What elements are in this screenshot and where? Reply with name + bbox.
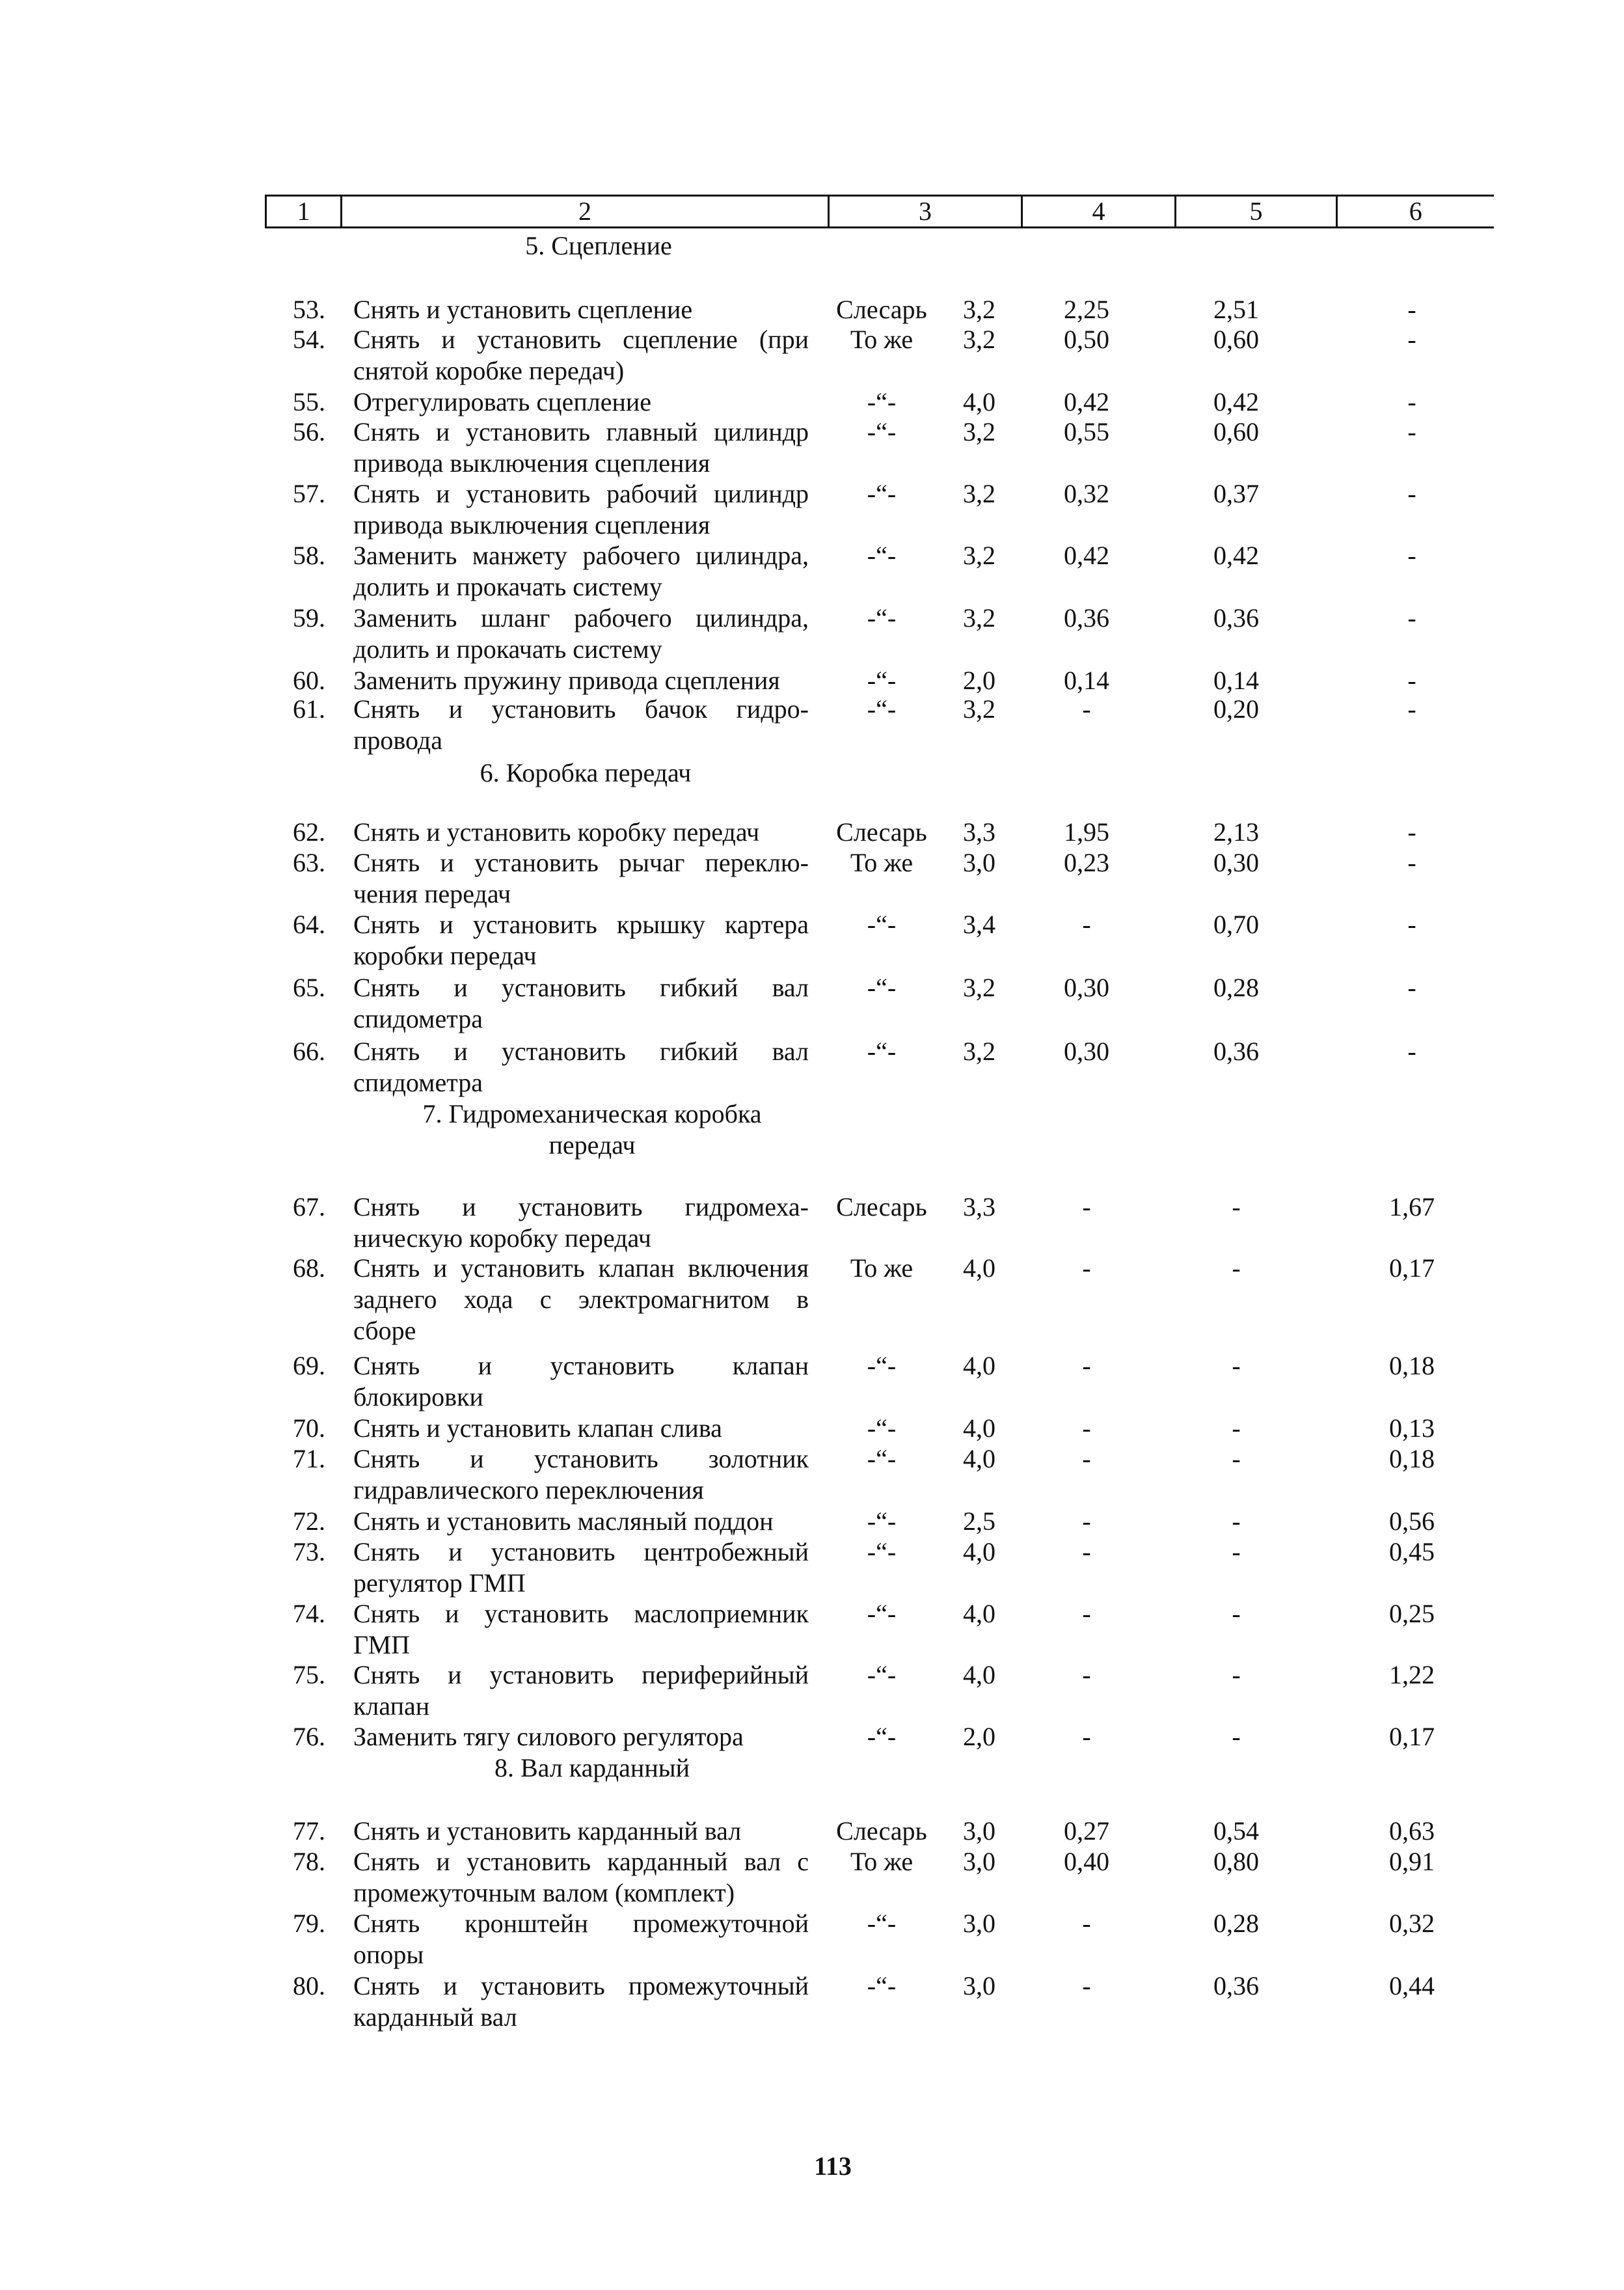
- value-column-5: 0,37: [1213, 479, 1259, 508]
- row-number: 60.: [293, 666, 325, 695]
- table-row: [0, 1970, 1624, 2033]
- value-column-4: 0,40: [1064, 1847, 1109, 1876]
- operation-name-line: Снять и установить периферийный: [353, 1660, 809, 1689]
- section-title-continuation: передач: [548, 1130, 636, 1160]
- worker-profession: -“-: [867, 1351, 897, 1380]
- operation-name-line: Снять и установить сцепление: [353, 295, 693, 324]
- row-number: 80.: [293, 1971, 325, 2000]
- worker-profession: -“-: [867, 387, 897, 416]
- table-row: [0, 387, 1624, 418]
- value-column-6: -: [1407, 387, 1416, 416]
- value-column-5: 0,60: [1213, 325, 1259, 354]
- worker-profession: -“-: [867, 1909, 897, 1938]
- value-column-5: -: [1232, 1537, 1241, 1566]
- operation-name-line: Снять и установить клапан: [353, 1351, 809, 1380]
- operation-name-line: промежуточным валом (комплект): [353, 1878, 735, 1907]
- value-column-4: -: [1082, 1506, 1091, 1536]
- worker-grade: 4,0: [963, 1444, 995, 1473]
- worker-grade: 3,2: [963, 603, 995, 633]
- value-column-4: -: [1082, 1413, 1091, 1443]
- operation-name: [353, 324, 809, 387]
- table-row: [0, 847, 1624, 910]
- value-column-6: -: [1407, 417, 1416, 446]
- worker-profession: -“-: [867, 1660, 897, 1689]
- worker-grade: 3,3: [963, 1192, 995, 1221]
- worker-grade: 3,2: [963, 325, 995, 354]
- worker-grade: 3,0: [963, 1816, 995, 1846]
- value-column-6: 0,91: [1389, 1847, 1435, 1876]
- operation-name-line: Снять и установить клапан слива: [353, 1413, 722, 1443]
- operation-name: [353, 1721, 809, 1752]
- row-number: 73.: [293, 1537, 325, 1566]
- value-column-6: -: [1407, 479, 1416, 508]
- operation-name: [353, 1908, 809, 1970]
- value-column-5: 0,80: [1213, 1847, 1259, 1876]
- section-title: 6. Коробка передач: [480, 758, 692, 787]
- table-row: [0, 817, 1624, 848]
- value-column-5: -: [1232, 1722, 1241, 1751]
- operation-name: [353, 1970, 809, 2033]
- row-number: 69.: [293, 1351, 325, 1380]
- operation-name-line: Снять и установить карданный вал: [353, 1816, 742, 1846]
- value-column-5: 0,42: [1213, 387, 1259, 416]
- worker-profession: -“-: [867, 666, 897, 695]
- table-row: [0, 294, 1624, 325]
- worker-grade: 4,0: [963, 1537, 995, 1566]
- worker-profession: -“-: [867, 1444, 897, 1473]
- value-column-5: -: [1232, 1599, 1241, 1628]
- column-header-5: 5: [1176, 196, 1337, 228]
- operation-name-line: чения передач: [353, 879, 511, 908]
- value-column-4: -: [1082, 1599, 1091, 1628]
- value-column-5: -: [1232, 1253, 1241, 1283]
- value-column-5: 0,70: [1213, 910, 1259, 939]
- operation-name: [353, 909, 809, 972]
- operation-name: [353, 1598, 809, 1661]
- worker-profession: То же: [850, 1253, 914, 1283]
- operation-name-line: Снять и установить центробежный: [353, 1537, 809, 1566]
- worker-profession: -“-: [867, 1722, 897, 1751]
- value-column-4: 0,27: [1064, 1816, 1109, 1846]
- value-column-4: -: [1082, 1909, 1091, 1938]
- operation-name: [353, 540, 809, 603]
- operation-name: [353, 387, 809, 418]
- worker-profession: -“-: [867, 694, 897, 724]
- value-column-5: -: [1232, 1413, 1241, 1443]
- value-column-6: 0,25: [1389, 1599, 1435, 1628]
- worker-grade: 3,4: [963, 910, 995, 939]
- value-column-6: -: [1407, 1037, 1416, 1066]
- row-number: 59.: [293, 603, 325, 633]
- value-column-4: -: [1082, 1253, 1091, 1283]
- worker-grade: 2,0: [963, 1722, 995, 1751]
- table-row: [0, 1350, 1624, 1413]
- column-header-3: 3: [829, 196, 1022, 228]
- operation-name-line: Снять и установить коробку передач: [353, 817, 760, 847]
- operation-name-line: долить и прокачать систему: [353, 572, 662, 601]
- column-header-6: 6: [1337, 196, 1494, 228]
- operation-name-line: провода: [353, 726, 442, 755]
- row-number: 66.: [293, 1037, 325, 1066]
- operation-name-line: Заменить шланг рабочего цилиндра,: [353, 603, 809, 633]
- operation-name-line: клапан: [353, 1691, 430, 1721]
- operation-name-line: Снять и установить гидромеха-: [353, 1192, 809, 1221]
- table-row: [0, 416, 1624, 479]
- value-column-6: -: [1407, 973, 1416, 1002]
- operation-name-line: Заменить тягу силового регулятора: [353, 1722, 744, 1751]
- value-column-5: -: [1232, 1192, 1241, 1221]
- worker-profession: То же: [850, 1847, 914, 1876]
- column-header-4: 4: [1022, 196, 1176, 228]
- row-number: 77.: [293, 1816, 325, 1846]
- operation-name-line: Заменить пружину привода сцепления: [353, 666, 780, 695]
- column-header-2: 2: [342, 196, 829, 228]
- worker-profession: -“-: [867, 1599, 897, 1628]
- worker-grade: 3,2: [963, 1037, 995, 1066]
- table-row: [0, 1598, 1624, 1661]
- operation-name-line: заднего хода с электромагнитом в: [353, 1285, 809, 1314]
- value-column-4: 0,30: [1064, 973, 1109, 1002]
- row-number: 61.: [293, 694, 325, 724]
- worker-grade: 3,2: [963, 694, 995, 724]
- value-column-6: 0,45: [1389, 1537, 1435, 1566]
- value-column-4: -: [1082, 1971, 1091, 2000]
- operation-name-line: опоры: [353, 1940, 424, 1969]
- operation-name-line: Заменить манжету рабочего цилиндра,: [353, 541, 809, 570]
- value-column-4: 0,42: [1064, 387, 1109, 416]
- value-column-6: 0,63: [1389, 1816, 1435, 1846]
- row-number: 76.: [293, 1722, 325, 1751]
- row-number: 68.: [293, 1253, 325, 1283]
- value-column-6: 0,44: [1389, 1971, 1435, 2000]
- value-column-5: 0,28: [1213, 1909, 1259, 1938]
- operation-name-line: ГМП: [353, 1630, 411, 1659]
- value-column-4: -: [1082, 910, 1091, 939]
- worker-grade: 2,0: [963, 666, 995, 695]
- operation-name-line: Снять и установить сцепление (при: [353, 325, 809, 354]
- value-column-6: 0,32: [1389, 1909, 1435, 1938]
- table-row: [0, 1908, 1624, 1970]
- value-column-4: -: [1082, 1444, 1091, 1473]
- value-column-4: -: [1082, 1192, 1091, 1221]
- worker-profession: -“-: [867, 1413, 897, 1443]
- row-number: 54.: [293, 325, 325, 354]
- operation-name-line: Снять и установить маслоприемник: [353, 1599, 809, 1628]
- operation-name-line: привода выключения сцепления: [353, 510, 710, 539]
- operation-name: [353, 603, 809, 665]
- table-row: [0, 665, 1624, 696]
- value-column-6: -: [1407, 848, 1416, 877]
- operation-name-line: коробки передач: [353, 941, 537, 970]
- value-column-5: 0,36: [1213, 1037, 1259, 1066]
- value-column-4: -: [1082, 1722, 1091, 1751]
- value-column-4: 2,25: [1064, 295, 1109, 324]
- value-column-5: -: [1232, 1660, 1241, 1689]
- worker-grade: 3,2: [963, 479, 995, 508]
- operation-name: [353, 1846, 809, 1909]
- value-column-5: 0,42: [1213, 541, 1259, 570]
- operation-name-line: Снять и установить гибкий вал: [353, 1037, 809, 1066]
- value-column-5: 0,20: [1213, 694, 1259, 724]
- operation-name: [353, 847, 809, 910]
- worker-grade: 4,0: [963, 1413, 995, 1443]
- value-column-6: 0,13: [1389, 1413, 1435, 1443]
- operation-name-line: Снять и установить крышку картера: [353, 910, 809, 939]
- value-column-5: -: [1232, 1444, 1241, 1473]
- value-column-4: -: [1082, 694, 1091, 724]
- section-title: 8. Вал карданный: [494, 1753, 690, 1782]
- operation-name-line: Снять кронштейн промежуточной: [353, 1909, 809, 1938]
- worker-profession: -“-: [867, 1506, 897, 1536]
- table-row: [0, 478, 1624, 541]
- table-row: [0, 1036, 1624, 1098]
- operation-name: [353, 1350, 809, 1413]
- table-row: [0, 1536, 1624, 1599]
- operation-name: [353, 416, 809, 479]
- operation-name-line: Отрегулировать сцепление: [353, 387, 652, 416]
- value-column-4: -: [1082, 1660, 1091, 1689]
- value-column-6: 0,18: [1389, 1444, 1435, 1473]
- operation-name-line: долить и прокачать систему: [353, 634, 662, 664]
- table-row: [0, 1253, 1624, 1346]
- value-column-5: 2,51: [1213, 295, 1259, 324]
- row-number: 75.: [293, 1660, 325, 1689]
- operation-name: [353, 972, 809, 1035]
- operation-name: [353, 694, 809, 756]
- operation-name-line: Снять и установить бачок гидро-: [353, 694, 809, 724]
- table-row: [0, 603, 1624, 665]
- row-number: 63.: [293, 848, 325, 877]
- value-column-6: 0,56: [1389, 1506, 1435, 1536]
- operation-name: [353, 665, 809, 696]
- worker-grade: 4,0: [963, 1660, 995, 1689]
- row-number: 65.: [293, 973, 325, 1002]
- row-number: 56.: [293, 417, 325, 446]
- worker-profession: -“-: [867, 910, 897, 939]
- worker-grade: 3,2: [963, 295, 995, 324]
- value-column-4: 0,23: [1064, 848, 1109, 877]
- value-column-6: -: [1407, 666, 1416, 695]
- worker-profession: -“-: [867, 1537, 897, 1566]
- value-column-5: 2,13: [1213, 817, 1259, 847]
- operation-name-line: Снять и установить золотник: [353, 1444, 809, 1473]
- table-row: [0, 1192, 1624, 1254]
- row-number: 64.: [293, 910, 325, 939]
- value-column-4: 0,36: [1064, 603, 1109, 633]
- value-column-6: 1,67: [1389, 1192, 1435, 1221]
- operation-name-line: Снять и установить главный цилиндр: [353, 417, 809, 446]
- value-column-6: 0,17: [1389, 1253, 1435, 1283]
- table-row: [0, 909, 1624, 972]
- value-column-5: 0,30: [1213, 848, 1259, 877]
- value-column-5: 0,54: [1213, 1816, 1259, 1846]
- worker-grade: 4,0: [963, 1253, 995, 1283]
- value-column-5: 0,60: [1213, 417, 1259, 446]
- worker-grade: 3,2: [963, 417, 995, 446]
- value-column-5: 0,36: [1213, 603, 1259, 633]
- worker-profession: -“-: [867, 603, 897, 633]
- value-column-4: 0,50: [1064, 325, 1109, 354]
- operation-name-line: Снять и установить рычаг переклю-: [353, 848, 809, 877]
- row-number: 71.: [293, 1444, 325, 1473]
- row-number: 78.: [293, 1847, 325, 1876]
- operation-name: [353, 1443, 809, 1506]
- operation-name-line: гидравлического переключения: [353, 1475, 704, 1505]
- worker-grade: 3,3: [963, 817, 995, 847]
- operation-name: [353, 817, 809, 848]
- operation-name: [353, 294, 809, 325]
- column-header-table: [265, 195, 1494, 228]
- operation-name-line: спидометра: [353, 1068, 483, 1097]
- worker-grade: 2,5: [963, 1506, 995, 1536]
- operation-name-line: ническую коробку передач: [353, 1223, 651, 1253]
- worker-grade: 4,0: [963, 387, 995, 416]
- worker-grade: 4,0: [963, 1599, 995, 1628]
- operation-name-line: блокировки: [353, 1382, 483, 1411]
- worker-grade: 3,0: [963, 1971, 995, 2000]
- operation-name: [353, 1659, 809, 1722]
- table-row: [0, 1443, 1624, 1506]
- operation-name: [353, 1413, 809, 1444]
- worker-profession: -“-: [867, 417, 897, 446]
- table-row: [0, 1846, 1624, 1909]
- operation-name-line: Снять и установить промежуточный: [353, 1971, 809, 2000]
- table-row: [0, 1721, 1624, 1752]
- value-column-5: -: [1232, 1506, 1241, 1536]
- table-row: [0, 1816, 1624, 1847]
- row-number: 53.: [293, 295, 325, 324]
- value-column-6: -: [1407, 541, 1416, 570]
- row-number: 57.: [293, 479, 325, 508]
- value-column-4: 0,14: [1064, 666, 1109, 695]
- row-number: 55.: [293, 387, 325, 416]
- table-row: [0, 694, 1624, 756]
- worker-profession: Слесарь: [836, 1816, 927, 1846]
- operation-name-line: Снять и установить клапан включения: [353, 1253, 809, 1283]
- worker-profession: -“-: [867, 479, 897, 508]
- table-row: [0, 324, 1624, 387]
- worker-profession: Слесарь: [836, 295, 927, 324]
- value-column-4: -: [1082, 1537, 1091, 1566]
- worker-profession: -“-: [867, 1037, 897, 1066]
- value-column-4: -: [1082, 1351, 1091, 1380]
- value-column-4: 0,42: [1064, 541, 1109, 570]
- worker-grade: 3,2: [963, 973, 995, 1002]
- worker-profession: -“-: [867, 973, 897, 1002]
- table-row: [0, 1413, 1624, 1444]
- row-number: 67.: [293, 1192, 325, 1221]
- worker-grade: 3,0: [963, 848, 995, 877]
- section-title: 5. Сцепление: [525, 231, 672, 260]
- worker-profession: Слесарь: [836, 817, 927, 847]
- table-row: [0, 972, 1624, 1035]
- row-number: 72.: [293, 1506, 325, 1536]
- value-column-6: -: [1407, 295, 1416, 324]
- section-title: 7. Гидромеханическая коробка: [422, 1099, 762, 1128]
- value-column-6: 0,18: [1389, 1351, 1435, 1380]
- row-number: 58.: [293, 541, 325, 570]
- operation-name-line: привода выключения сцепления: [353, 448, 710, 478]
- operation-name-line: сборе: [353, 1316, 416, 1345]
- value-column-5: 0,28: [1213, 973, 1259, 1002]
- worker-grade: 3,0: [963, 1847, 995, 1876]
- value-column-6: -: [1407, 817, 1416, 847]
- value-column-4: 0,55: [1064, 417, 1109, 446]
- worker-profession: -“-: [867, 1971, 897, 2000]
- operation-name-line: Снять и установить гибкий вал: [353, 973, 809, 1002]
- worker-profession: То же: [850, 848, 914, 877]
- value-column-6: -: [1407, 603, 1416, 633]
- operation-name-line: Снять и установить масляный поддон: [353, 1506, 774, 1536]
- worker-grade: 4,0: [963, 1351, 995, 1380]
- row-number: 62.: [293, 817, 325, 847]
- operation-name-line: спидометра: [353, 1004, 483, 1033]
- operation-name: [353, 1506, 809, 1537]
- operation-name: [353, 1816, 809, 1847]
- value-column-6: 0,17: [1389, 1722, 1435, 1751]
- table-row: [0, 1659, 1624, 1722]
- operation-name: [353, 478, 809, 541]
- operation-name: [353, 1253, 809, 1346]
- value-column-6: -: [1407, 910, 1416, 939]
- row-number: 74.: [293, 1599, 325, 1628]
- worker-grade: 3,0: [963, 1909, 995, 1938]
- operation-name: [353, 1192, 809, 1254]
- operation-name-line: регулятор ГМП: [353, 1568, 526, 1598]
- value-column-4: 0,30: [1064, 1037, 1109, 1066]
- value-column-5: 0,36: [1213, 1971, 1259, 2000]
- table-row: [0, 540, 1624, 603]
- column-header-row: [266, 196, 1494, 228]
- value-column-4: 0,32: [1064, 479, 1109, 508]
- operation-name: [353, 1536, 809, 1599]
- operation-name-line: снятой коробке передач): [353, 356, 625, 385]
- operation-name-line: карданный вал: [353, 2002, 517, 2032]
- value-column-6: -: [1407, 694, 1416, 724]
- table-row: [0, 1506, 1624, 1537]
- row-number: 79.: [293, 1909, 325, 1938]
- operation-name: [353, 1036, 809, 1098]
- value-column-6: -: [1407, 325, 1416, 354]
- value-column-4: 1,95: [1064, 817, 1109, 847]
- value-column-5: -: [1232, 1351, 1241, 1380]
- row-number: 70.: [293, 1413, 325, 1443]
- worker-profession: -“-: [867, 541, 897, 570]
- worker-profession: Слесарь: [836, 1192, 927, 1221]
- value-column-5: 0,14: [1213, 666, 1259, 695]
- worker-grade: 3,2: [963, 541, 995, 570]
- operation-name-line: Снять и установить карданный вал с: [353, 1847, 809, 1876]
- column-header-1: 1: [266, 196, 342, 228]
- value-column-6: 1,22: [1389, 1660, 1435, 1689]
- operation-name-line: Снять и установить рабочий цилиндр: [353, 479, 809, 508]
- worker-profession: То же: [850, 325, 914, 354]
- page-number: 113: [814, 2151, 852, 2181]
